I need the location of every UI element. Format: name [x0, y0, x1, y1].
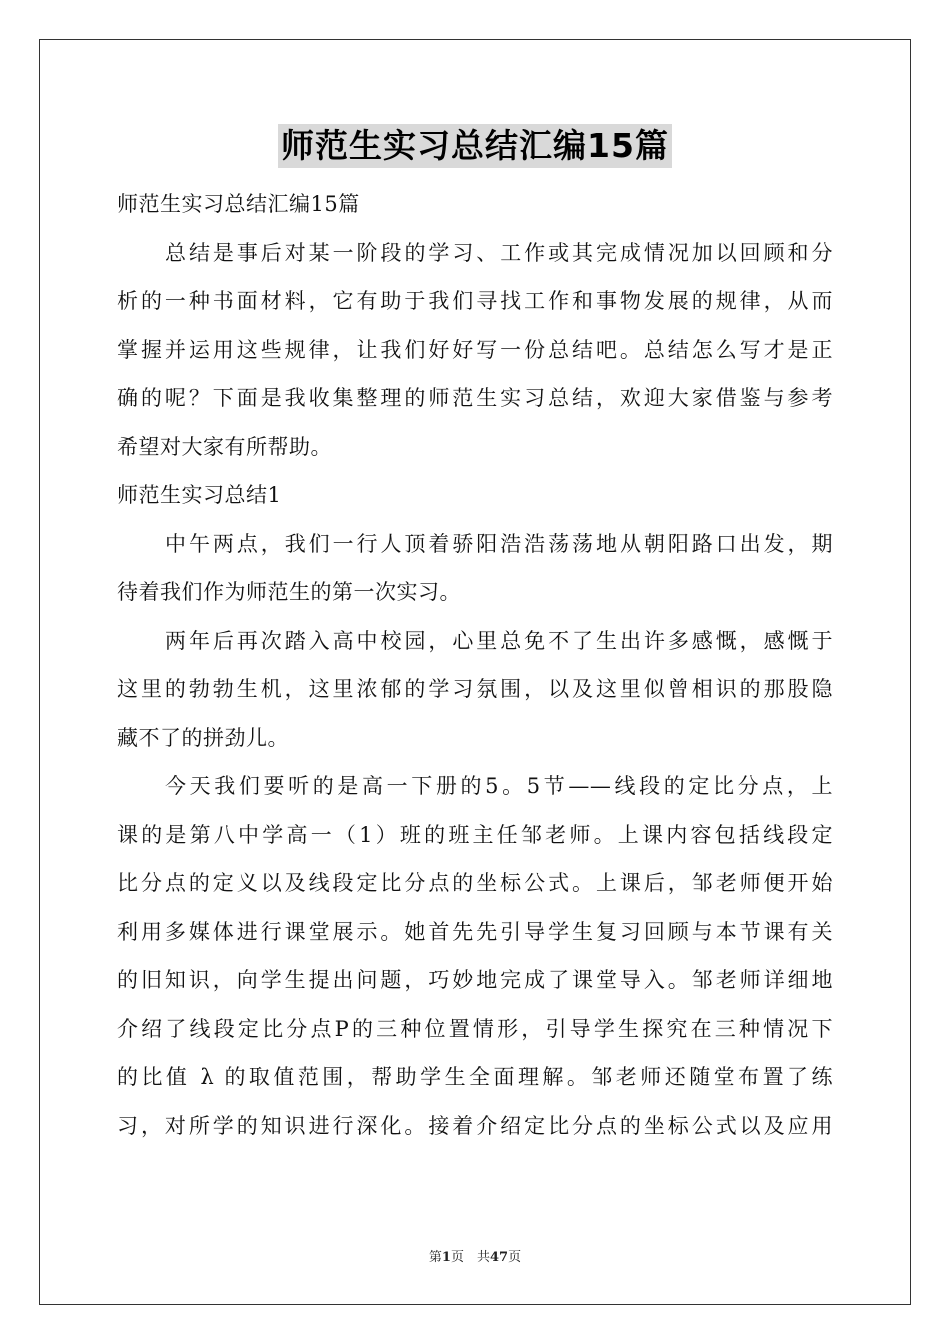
- paragraph-line: 总结是事后对某一阶段的学习、工作或其完成情况加以回顾和分: [165, 240, 833, 265]
- document-body: [117, 180, 833, 1150]
- paragraph-line: 藏不了的拼劲儿。: [117, 725, 289, 750]
- paragraph-line: 析的一种书面材料，它有助于我们寻找工作和事物发展的规律，从而: [117, 289, 833, 313]
- paragraph-line: 比分点的定义以及线段定比分点的坐标公式。上课后，邹老师便开始: [117, 871, 833, 895]
- total-page-count: 47: [489, 1250, 509, 1265]
- title-container: [0, 124, 950, 168]
- paragraph-line: 两年后再次踏入高中校园，心里总免不了生出许多感慨，感慨于: [165, 628, 833, 653]
- paragraph-line: 希望对大家有所帮助。: [117, 434, 332, 459]
- paragraph-line: 确的呢？下面是我收集整理的师范生实习总结，欢迎大家借鉴与参考: [117, 386, 833, 410]
- footer-suffix: 页: [508, 1250, 522, 1265]
- paragraph-line: 掌握并运用这些规律，让我们好好写一份总结吧。总结怎么写才是正: [117, 337, 833, 362]
- current-page-number: 1: [441, 1250, 451, 1265]
- section-heading: 师范生实习总结1: [117, 483, 282, 507]
- page-footer: [0, 1246, 950, 1265]
- paragraph-line: 今天我们要听的是高一下册的5。5节——线段的定比分点，上: [165, 774, 833, 798]
- paragraph-line: 利用多媒体进行课堂展示。她首先先引导学生复习回顾与本节课有关: [117, 919, 833, 944]
- subtitle-line: 师范生实习总结汇编15篇: [117, 192, 360, 216]
- paragraph-line: 待着我们作为师范生的第一次实习。: [117, 580, 461, 604]
- paragraph-line: 习，对所学的知识进行深化。接着介绍定比分点的坐标公式以及应用: [117, 1113, 833, 1138]
- document-title: 师范生实习总结汇编15篇: [278, 124, 672, 168]
- paragraph-line: 的旧知识，向学生提出问题，巧妙地完成了课堂导入。邹老师详细地: [117, 968, 833, 992]
- paragraph-line: 这里的勃勃生机，这里浓郁的学习氛围，以及这里似曾相识的那股隐: [117, 677, 833, 701]
- footer-prefix: 第: [428, 1250, 442, 1265]
- paragraph-line: 介绍了线段定比分点P的三种位置情形，引导学生探究在三种情况下: [117, 1016, 833, 1041]
- paragraph-line: 课的是第八中学高一（1）班的班主任邹老师。上课内容包括线段定: [117, 822, 833, 847]
- paragraph-line: 的比值 λ 的取值范围，帮助学生全面理解。邹老师还随堂布置了练: [117, 1065, 833, 1089]
- footer-mid: 页 共: [450, 1250, 490, 1265]
- paragraph-line: 中午两点，我们一行人顶着骄阳浩浩荡荡地从朝阳路口出发，期: [165, 531, 833, 556]
